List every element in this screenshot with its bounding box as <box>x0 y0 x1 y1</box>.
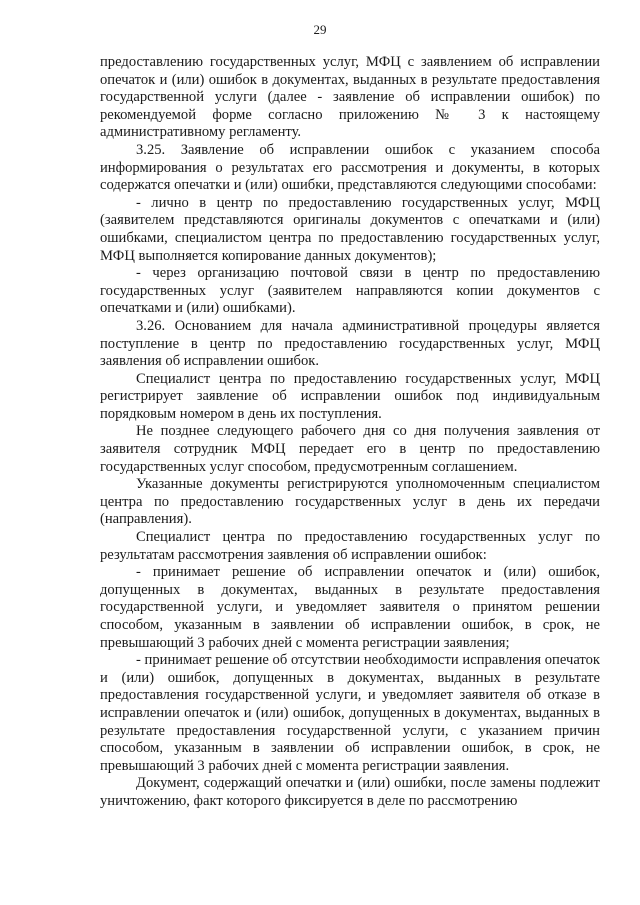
page-number: 29 <box>313 22 327 37</box>
paragraph-2: 3.25. Заявление об исправлении ошибок с указанием способа информирования о результатах его рассмотрения и документы, в которых содержатся опечатки и (или) ошибки, представляются следующими способами: <box>100 141 600 194</box>
paragraph-specialist-review: Специалист центра по предоставлению государственных услуг по результатам рассмотрения заявления об исправлении ошибок: <box>100 529 600 563</box>
paragraph-documents-registered: Указанные документы регистрируются уполномоченным специалистом центра по предоставлению государственных услуг в день их передачи (направления). <box>100 476 600 528</box>
list-item-correction-decision: - принимает решение об исправлении опечаток и (или) ошибок, допущенных в документах, выданных в результате предоставления государственной услуги, и уведомляет заявителя о принятом решении способом, указанным в заявлении об исправлении ошибок, в срок, не превышающий 3 рабочих дней с момента регистрации заявления; <box>100 564 600 651</box>
list-item-personal: - лично в центр по предоставлению государственных услуг, МФЦ (заявителем представляются оригиналы документов с опечатками и (или) ошибками, специалистом центра по предоставлению государственных услуг, МФЦ выполняется копирование данных документов); <box>100 194 600 264</box>
list-item-postal: - через организацию почтовой связи в центр по предоставлению государственных услуг (заявителем направляются копии документов с опечатками и (или) ошибками). <box>100 265 600 317</box>
list-item-refusal-decision: - принимает решение об отсутствии необходимости исправления опечаток и (или) ошибок, допущенных в документах, выданных в результате предоставления государственной услуги, и уведомляет заявителя об отказе в исправлении опечаток и (или) ошибок, допущенных в документах, выданных в результате предоставления государственной услуги, с указанием причин способом, указанным в заявлении об исправлении ошибок, в срок, не превышающий 3 рабочих дней с момента регистрации заявления. <box>100 652 600 774</box>
paragraph-destruction: Документ, содержащий опечатки и (или) ошибки, после замены подлежит уничтожению, факт которого фиксируется в деле по рассмотрению <box>100 775 600 809</box>
paragraph-transfer: Не позднее следующего рабочего дня со дня получения заявления от заявителя сотрудник МФЦ передает его в центр по предоставлению государственных услуг способом, предусмотренным соглашением. <box>100 423 600 475</box>
document-body <box>100 54 600 811</box>
paragraph-3-26: 3.26. Основанием для начала административной процедуры является поступление в центр по предоставлению государственных услуг, МФЦ заявления об исправлении ошибок. <box>100 317 600 370</box>
paragraph-registration: Специалист центра по предоставлению государственных услуг, МФЦ регистрирует заявление об исправлении ошибок под индивидуальным порядковым номером в день их поступления. <box>100 370 600 422</box>
paragraph-1: предоставлению государственных услуг, МФЦ с заявлением об исправлении опечаток и (или) ошибок в документах, выданных в результате предоставления государственной услуги (далее - заявление об исправлении ошибок) по рекомендуемой форме согласно приложению № 3 к настоящему административному регламенту. <box>100 54 600 141</box>
